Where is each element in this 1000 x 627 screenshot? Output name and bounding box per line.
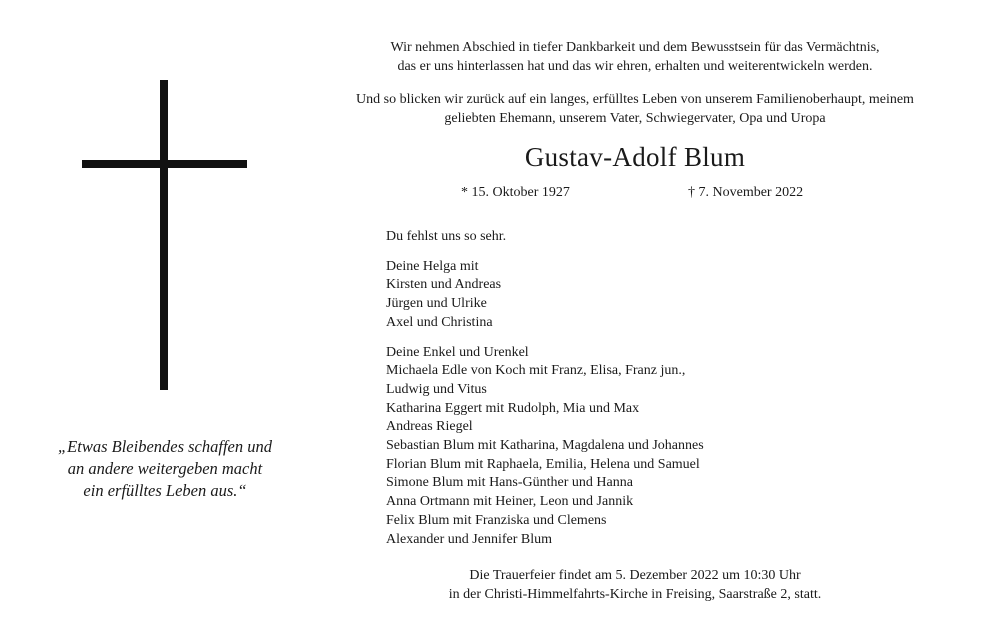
family-member: Felix Blum mit Franziska und Clemens xyxy=(386,512,607,528)
family-member: Axel und Christina xyxy=(386,314,493,330)
cross-icon xyxy=(82,80,247,390)
service-line: in der Christi-Himmelfahrts-Kirche in Freising, Saarstraße 2, statt. xyxy=(448,587,822,602)
quote-line: an andere weitergeben macht xyxy=(67,459,263,478)
cross-vertical-beam xyxy=(160,80,168,390)
family-member: Sebastian Blum mit Katharina, Magdalena und Johannes xyxy=(386,438,704,454)
family-member: Simone Blum mit Hans-Günther und Hanna xyxy=(386,475,633,491)
family-list xyxy=(386,228,846,549)
intro-line: geliebten Ehemann, unserem Vater, Schwiegervater, Opa und Uropa xyxy=(444,111,826,126)
intro-line: Und so blicken wir zurück auf ein langes, erfülltes Leben von unserem Familienoberhaupt, meinem xyxy=(356,92,914,107)
family-member: Alexander und Jennifer Blum xyxy=(386,531,553,547)
memorial-quote xyxy=(40,436,290,502)
family-member: Florian Blum mit Raphaela, Emilia, Helena und Samuel xyxy=(386,456,700,472)
intro-line: das er uns hinterlassen hat und das wir ehren, erhalten und weiterentwickeln werden. xyxy=(397,59,873,74)
service-line: Die Trauerfeier findet am 5. Dezember 2022 um 10:30 Uhr xyxy=(469,568,801,583)
quote-line: ein erfülltes Leben aus.“ xyxy=(83,481,247,500)
family-member: Deine Enkel und Urenkel xyxy=(386,344,529,360)
family-member: Katharina Eggert mit Rudolph, Mia und Max xyxy=(386,400,640,416)
opening-line: Du fehlst uns so sehr. xyxy=(386,229,507,244)
deceased-name: Gustav-Adolf Blum xyxy=(524,142,746,172)
intro-text xyxy=(300,24,970,142)
birth-date: * 15. Oktober 1927 xyxy=(461,185,570,200)
family-member: Anna Ortmann mit Heiner, Leon und Jannik xyxy=(386,494,634,510)
family-member: Michaela Edle von Koch mit Franz, Elisa, Franz jun., xyxy=(386,363,686,379)
family-member: Deine Helga mit xyxy=(386,258,479,274)
quote-line: „Etwas Bleibendes schaffen und xyxy=(57,437,273,456)
family-member: Andreas Riegel xyxy=(386,419,473,435)
family-member: Kirsten und Andreas xyxy=(386,277,502,293)
family-member: Ludwig und Vitus xyxy=(386,381,487,397)
intro-line: Wir nehmen Abschied in tiefer Dankbarkeit und dem Bewusstsein für das Vermächtnis, xyxy=(390,40,880,55)
family-member: Jürgen und Ulrike xyxy=(386,296,487,312)
death-date: † 7. November 2022 xyxy=(688,185,804,200)
funeral-service-info xyxy=(300,566,970,604)
cross-horizontal-beam xyxy=(82,160,247,168)
